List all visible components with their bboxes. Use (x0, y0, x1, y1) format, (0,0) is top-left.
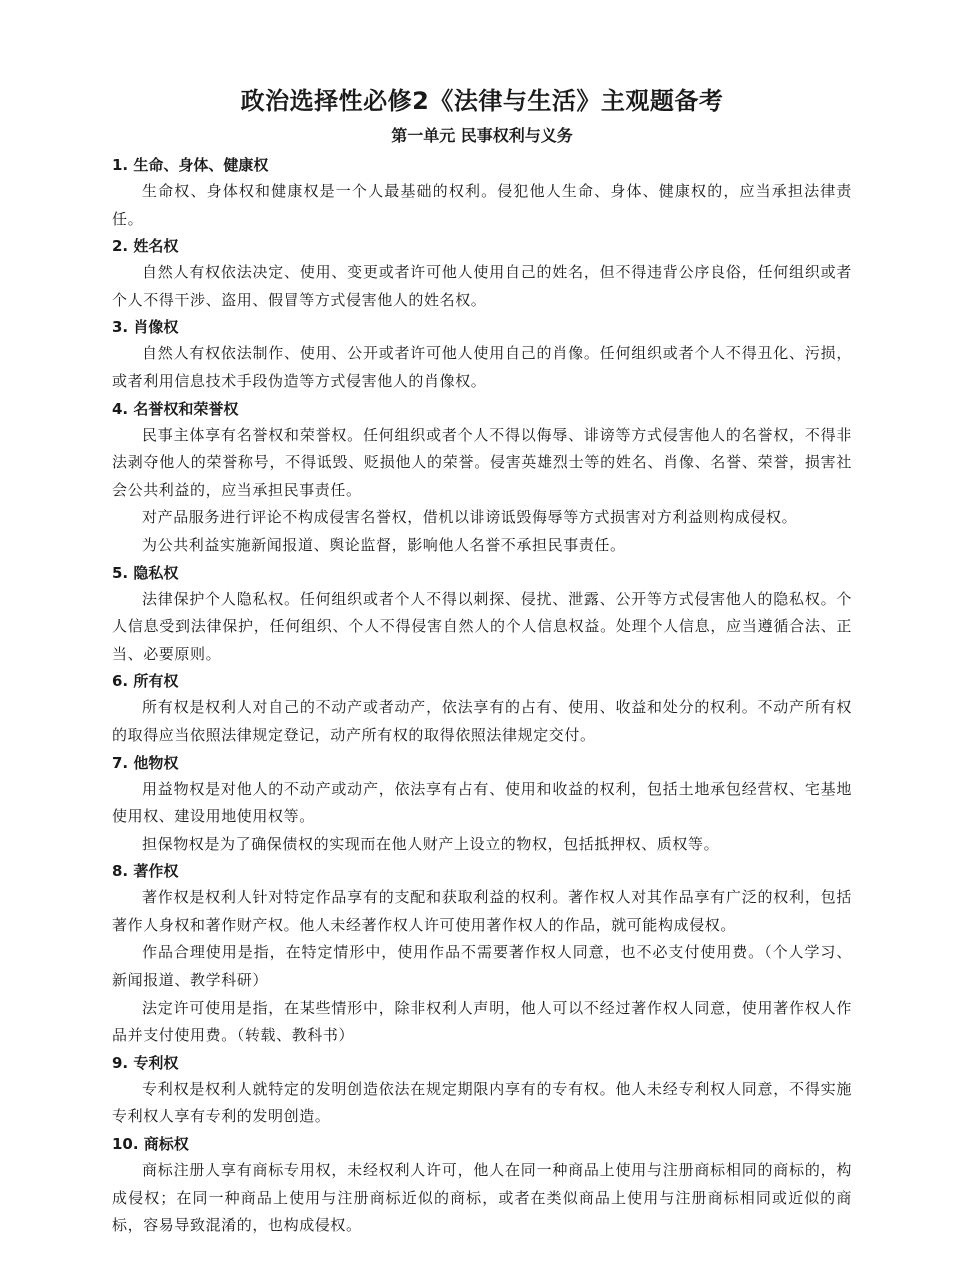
section-7 (112, 750, 852, 859)
section-10 (112, 1131, 852, 1240)
document-page (112, 84, 852, 1240)
section-paragraph: 法定许可使用是指，在某些情形中，除非权利人声明，他人可以不经过著作权人同意，使用著作权人作品并支付使用费。（转载、教科书） (112, 998, 852, 1045)
sections-container (112, 152, 852, 1240)
section-heading: 6. 所有权 (112, 672, 179, 691)
section-paragraph: 商标注册人享有商标专用权，未经权利人许可，他人在同一种商品上使用与注册商标相同的商标的，构成侵权；在同一种商品上使用与注册商标近似的商标，或者在类似商品上使用与注册商标相同或近似的商标，容易导致混淆的，也构成侵权。 (112, 1161, 852, 1235)
section-paragraph: 专利权是权利人就特定的发明创造依法在规定期限内享有的专有权。他人未经专利权人同意，不得实施专利权人享有专利的发明创造。 (112, 1079, 852, 1126)
section-paragraph: 对产品服务进行评论不构成侵害名誉权，借机以诽谤诋毁侮辱等方式损害对方利益则构成侵权。 (142, 508, 798, 527)
unit-subtitle: 第一单元 民事权利与义务 (391, 126, 573, 145)
section-paragraph: 担保物权是为了确保债权的实现而在他人财产上设立的物权，包括抵押权、质权等。 (142, 834, 720, 853)
section-paragraph: 生命权、身体权和健康权是一个人最基础的权利。侵犯他人生命、身体、健康权的，应当承担法律责任。 (112, 182, 852, 228)
section-2 (112, 233, 852, 314)
section-paragraph: 自然人有权依法决定、使用、变更或者许可他人使用自己的姓名，但不得违背公序良俗，任何组织或者个人不得干涉、盗用、假冒等方式侵害他人的姓名权。 (112, 263, 852, 309)
section-8 (112, 858, 852, 1050)
section-paragraph: 著作权是权利人针对特定作品享有的支配和获取利益的权利。著作权人对其作品享有广泛的权利，包括著作人身权和著作财产权。他人未经著作权人许可使用著作权人的作品，就可能构成侵权。 (112, 888, 852, 934)
section-paragraph: 作品合理使用是指，在特定情形中，使用作品不需要著作权人同意，也不必支付使用费。（个人学习、新闻报道、教学科研） (112, 943, 852, 990)
section-heading: 8. 著作权 (112, 862, 179, 881)
section-heading: 4. 名誉权和荣誉权 (112, 399, 239, 418)
section-paragraph: 法律保护个人隐私权。任何组织或者个人不得以刺探、侵扰、泄露、公开等方式侵害他人的隐私权。个人信息受到法律保护，任何组织、个人不得侵害自然人的个人信息权益。处理个人信息，应当遵循合法、正当、必要原则。 (112, 589, 852, 663)
section-paragraph: 自然人有权依法制作、使用、公开或者许可他人使用自己的肖像。任何组织或者个人不得丑化、污损，或者利用信息技术手段伪造等方式侵害他人的肖像权。 (112, 344, 852, 390)
section-paragraph: 民事主体享有名誉权和荣誉权。任何组织或者个人不得以侮辱、诽谤等方式侵害他人的名誉权，不得非法剥夺他人的荣誉称号，不得诋毁、贬损他人的荣誉。侵害英雄烈士等的姓名、肖像、名誉、荣誉，损害社会公共利益的，应当承担民事责任。 (112, 425, 852, 499)
section-9 (112, 1050, 852, 1131)
section-heading: 3. 肖像权 (112, 318, 179, 337)
section-heading: 10. 商标权 (112, 1135, 189, 1154)
section-3 (112, 314, 852, 395)
section-heading: 5. 隐私权 (112, 563, 179, 582)
section-heading: 9. 专利权 (112, 1053, 179, 1072)
document-title: 政治选择性必修2《法律与生活》主观题备考 (240, 87, 724, 115)
section-paragraph: 用益物权是对他人的不动产或动产，依法享有占有、使用和收益的权利，包括土地承包经营权、宅基地使用权、建设用地使用权等。 (112, 779, 852, 826)
section-paragraph: 为公共利益实施新闻报道、舆论监督，影响他人名誉不承担民事责任。 (142, 535, 626, 554)
section-heading: 7. 他物权 (112, 753, 179, 772)
section-6 (112, 668, 852, 749)
section-paragraph: 所有权是权利人对自己的不动产或者动产，依法享有的占有、使用、收益和处分的权利。不动产所有权的取得应当依照法律规定登记，动产所有权的取得依照法律规定交付。 (112, 698, 852, 744)
section-4 (112, 396, 852, 560)
section-heading: 1. 生命、身体、健康权 (112, 156, 269, 174)
section-1 (112, 152, 852, 233)
section-5 (112, 560, 852, 669)
section-heading: 2. 姓名权 (112, 237, 179, 256)
